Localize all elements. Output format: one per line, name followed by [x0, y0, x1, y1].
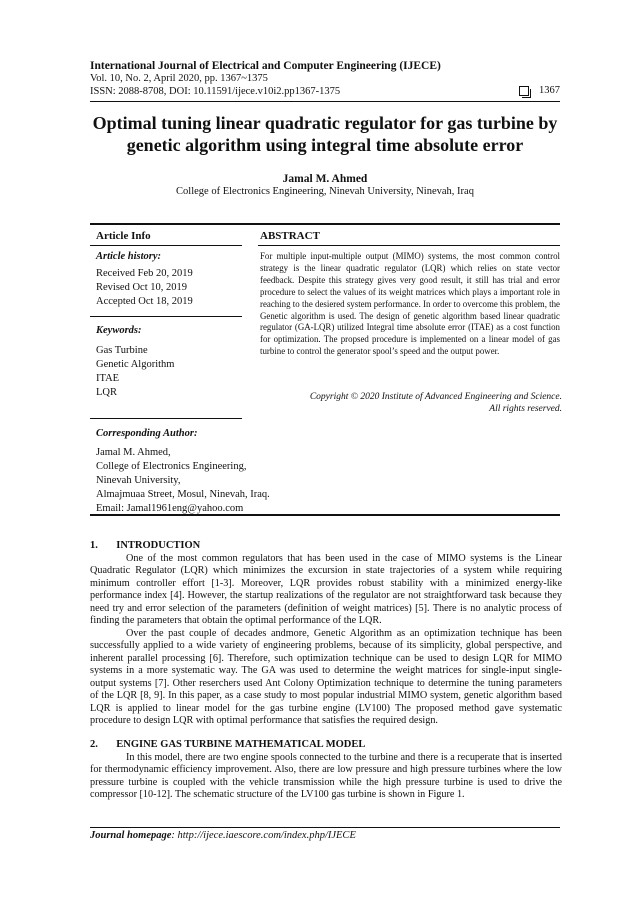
article-info-heading: Article Info: [96, 230, 151, 242]
keyword: ITAE: [96, 373, 120, 384]
volume-info: Vol. 10, No. 2, April 2020, pp. 1367~1375: [90, 73, 268, 84]
abstract-text: For multiple input-multiple output (MIMO) systems, the most common control strategy is the linear quadratic regulator (LQR) which relies on state vector feedback. Despite this strategy gives very good result, it still has trial and error procedure to select the values of its weight matrices which plays a important role in reaching to the desiered system performance. In order to overcome this problem, the Genetic algorithm is used. The design of genetic algorithm based linear quadratic regulator (GA-LQR) utilized Integral time absolute error (ITAE) as a cost function for optimization. The propsed procedure is implemented on a linear model of gas turbine to control the generator spool’s speed and the output power.: [260, 251, 560, 357]
header-rule: [90, 101, 560, 102]
article-history: [96, 267, 193, 309]
copyright-line: Copyright © 2020 Institute of Advanced Engineering and Science.: [309, 392, 562, 402]
corresponding-line: College of Electronics Engineering,: [96, 461, 247, 472]
footer: [90, 830, 356, 841]
page-number-area: [519, 85, 560, 96]
paper-title: Optimal tuning linear quadratic regulator for gas turbine by genetic algorithm using integral time absolute error: [92, 113, 558, 155]
info-top-rule: [90, 223, 560, 225]
journal-name: International Journal of Electrical and Computer Engineering (IJECE): [90, 60, 441, 72]
info-rule: [90, 245, 242, 246]
journal-homepage-label: Journal homepage: [90, 830, 172, 841]
issn-doi: ISSN: 2088-8708, DOI: 10.11591/ijece.v10i2.pp1367-1375: [90, 86, 341, 97]
keywords-rule: [90, 316, 242, 317]
paragraph: Over the past couple of decades andmore, Genetic Algorithm as an optimization technique has been successfully applied to a wide variety of engineering problems, because of its simplicity, global perspective, and inherent parallel processing [6]. Therefore, such optimization technique can be used to design LQR for MIMO systems in a more systematic way. The GA was used to determine the weight matrices for single-input single-output systems [7]. Other reserchers used Ant Colony Optimization technique to determine the tuning parameters of the LQR [8, 9]. In this paper, as a case study to most popular industrial MIMO system, genetic algorithm based LQR is applied to linear model for the gas turbine engine (LV100) The proposed method gave systematic procedure to design LQR with optimal performance that satisfies the required design.: [90, 627, 562, 726]
author-affiliation: College of Electronics Engineering, Ninevah University, Ninevah, Iraq: [176, 186, 474, 197]
corresponding-author-details: [96, 446, 270, 516]
corresponding-line: Ninevah University,: [96, 475, 181, 486]
section-model: [90, 739, 562, 802]
info-bottom-rule: [90, 514, 560, 516]
section-title: 2. ENGINE GAS TURBINE MATHEMATICAL MODEL: [90, 739, 366, 750]
paragraph: One of the most common regulators that has been used in the case of MIMO systems is the Linear Quadratic Regulator (LQR) which minimizes the excursion in state trajectories of a system while requiring minimum controller effort [1-3]. Moreover, LQR provides robust stability with a minimized energy-like performance index [4]. However, the startup realizations of the regulator are not straightforward task because they need try and error selection of the parameters (definition of weight matrices) [5]. There is no analytic process of finding the parameters that obtain the optimal performance of the LQR.: [90, 552, 562, 626]
corresponding-author-label: Corresponding Author:: [96, 428, 198, 439]
footer-rule: [90, 827, 560, 828]
article-history-label: Article history:: [96, 251, 162, 262]
abstract-rule: [258, 245, 560, 246]
journal-homepage-link[interactable]: : http://ijece.iaescore.com/index.php/IJECE: [171, 830, 356, 841]
copyright-notice: [260, 391, 562, 415]
corresponding-line: Jamal M. Ahmed,: [96, 447, 171, 458]
history-accepted: Accepted Oct 18, 2019: [96, 296, 193, 307]
copyright-line: All rights reserved.: [489, 404, 562, 414]
author-name: Jamal M. Ahmed: [282, 173, 368, 185]
section-introduction: [90, 540, 562, 728]
history-revised: Revised Oct 10, 2019: [96, 282, 187, 293]
keyword: Genetic Algorithm: [96, 359, 175, 370]
square-icon: [519, 86, 529, 96]
paragraph: In this model, there are two engine spools connected to the turbine and there is a recuperate that is inserted for thermodynamic efficiency improvement. Also, there are low pressure and high pressure turbines where the low pressure turbine is coupled with the vehicle transmission while the high pressure turbine is used to drive the compressor [10-12]. The schematic structure of the LV100 gas turbine is shown in Figure 1.: [90, 751, 562, 800]
section-title: 1. INTRODUCTION: [90, 540, 201, 551]
abstract-heading: ABSTRACT: [260, 230, 320, 242]
corresponding-line: Almajmuaa Street, Mosul, Ninevah, Iraq.: [96, 489, 270, 500]
keyword: Gas Turbine: [96, 345, 148, 356]
corresponding-rule: [90, 418, 242, 419]
keywords-list: [96, 344, 174, 400]
keywords-label: Keywords:: [96, 325, 142, 336]
history-received: Received Feb 20, 2019: [96, 268, 193, 279]
corresponding-email: Email: Jamal1961eng@yahoo.com: [96, 503, 244, 514]
keyword: LQR: [96, 387, 117, 398]
page-number: 1367: [539, 85, 560, 96]
